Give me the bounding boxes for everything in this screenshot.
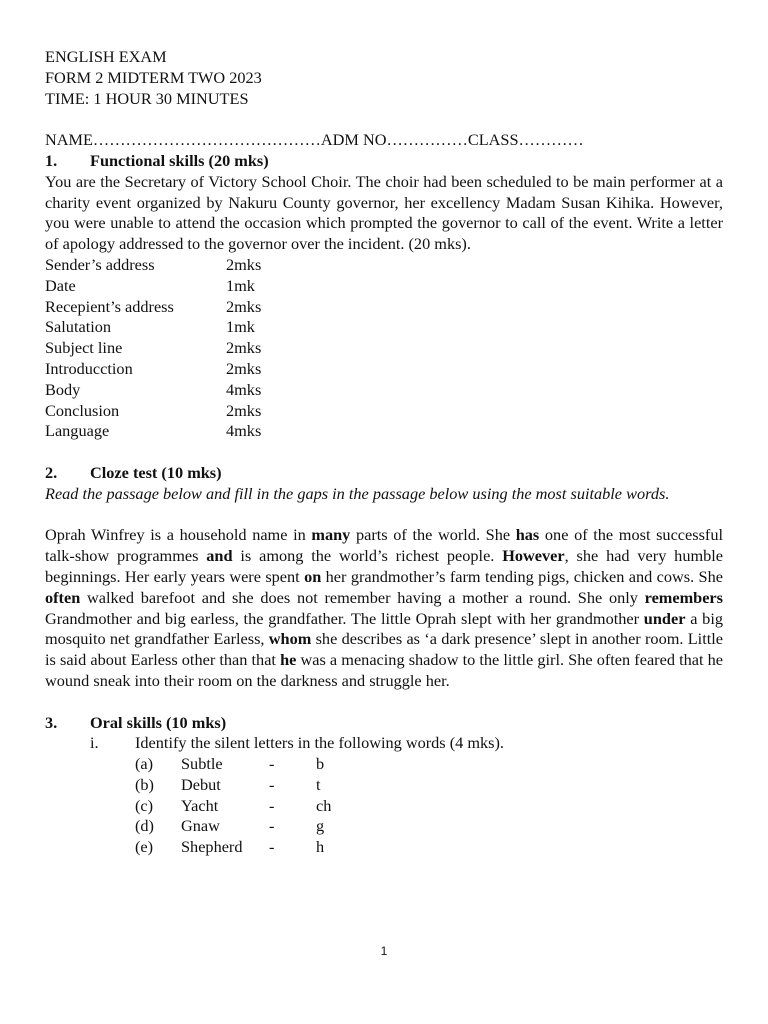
section-2-heading — [45, 463, 723, 484]
sub-question-number: i. — [90, 733, 99, 753]
option-letter: (e) — [135, 837, 154, 857]
passage-text: , she had very humble beginnings. Her early years were spent — [45, 546, 724, 586]
page-content — [45, 47, 723, 858]
marks-item-label: Language — [45, 421, 110, 441]
marks-value: 2mks — [226, 358, 262, 378]
marks-value: 2mks — [226, 338, 262, 358]
exam-form-line: FORM 2 MIDTERM TWO 2023 — [45, 67, 262, 87]
cloze-answer: whom — [268, 629, 312, 649]
passage-text: is among the world’s richest people. — [232, 546, 503, 566]
marks-row — [45, 276, 723, 297]
passage-text: Oprah Winfrey is a household name in — [45, 525, 312, 545]
section-number: 3. — [45, 712, 58, 732]
option-letter: (b) — [135, 774, 154, 794]
option-dash: - — [269, 837, 275, 857]
option-word: Yacht — [181, 795, 219, 815]
silent-letter-row — [45, 837, 723, 858]
cloze-answer: often — [45, 587, 81, 607]
option-letter: (a) — [135, 754, 154, 774]
student-details-line: NAME……………………………………ADM NO……………CLASS………… — [45, 130, 584, 150]
marks-row — [45, 401, 723, 422]
cloze-answer: remembers — [644, 587, 723, 607]
cloze-answer: However — [502, 546, 565, 566]
passage-text: walked barefoot and she does not remember having a mother a round. She only — [80, 587, 645, 607]
section-3-heading — [45, 713, 723, 734]
option-dash: - — [269, 754, 275, 774]
passage-text: she describes as ‘a dark presence’ slept in another room. Little is said about Earless other than that — [45, 629, 723, 670]
marks-value: 2mks — [226, 400, 262, 420]
sub-question — [45, 733, 723, 754]
section-title: Oral skills (10 mks) — [90, 712, 227, 732]
marks-value: 1mk — [226, 317, 255, 337]
cloze-answer: on — [304, 566, 322, 586]
cloze-answer: and — [206, 546, 233, 566]
marks-value: 2mks — [226, 254, 262, 274]
cloze-answer: has — [515, 525, 540, 545]
marks-value: 2mks — [226, 296, 262, 316]
option-dash: - — [269, 774, 275, 794]
section-1-heading — [45, 151, 723, 172]
marks-row — [45, 380, 723, 401]
marks-row — [45, 317, 723, 338]
marks-item-label: Subject line — [45, 338, 123, 358]
marks-item-label: Sender’s address — [45, 254, 155, 274]
silent-letter-row — [45, 754, 723, 775]
silent-letter-row — [45, 816, 723, 837]
option-answer: b — [316, 754, 325, 774]
silent-letters-list — [45, 754, 723, 858]
option-answer: g — [316, 816, 325, 836]
passage-text: was a menacing shadow to the little girl. She often feared that he wound sneak into their room on the darkness and struggle her. — [45, 650, 723, 690]
cloze-instruction: Read the passage below and fill in the gaps in the passage below using the most suitable words. — [45, 483, 670, 503]
option-dash: - — [269, 816, 275, 836]
exam-title: ENGLISH EXAM — [45, 47, 167, 66]
passage-text: Grandmother and big earless, the grandfather. The little Oprah slept with her grandmother — [45, 608, 644, 628]
option-word: Subtle — [181, 754, 223, 774]
option-word: Debut — [181, 774, 221, 794]
cloze-passage — [45, 525, 723, 691]
exam-time-line: TIME: 1 HOUR 30 MINUTES — [45, 88, 249, 108]
cloze-answer: under — [643, 608, 686, 628]
marks-value: 1mk — [226, 275, 255, 295]
marks-row — [45, 255, 723, 276]
section-title: Cloze test (10 mks) — [90, 462, 222, 482]
marks-value: 4mks — [226, 421, 262, 441]
marks-item-label: Date — [45, 275, 76, 295]
marks-row — [45, 359, 723, 380]
option-letter: (c) — [135, 795, 154, 815]
section-number: 2. — [45, 462, 58, 482]
marks-item-label: Introducction — [45, 358, 133, 378]
marks-item-label: Conclusion — [45, 400, 120, 420]
option-answer: ch — [316, 795, 332, 815]
page-number: 1 — [380, 944, 388, 958]
passage-text: her grandmother’s farm tending pigs, chicken and cows. She — [321, 566, 723, 586]
section-number: 1. — [45, 150, 58, 170]
cloze-answer: he — [280, 650, 297, 670]
marks-item-label: Salutation — [45, 317, 112, 337]
section-title: Functional skills (20 mks) — [90, 150, 269, 170]
section-1-question: You are the Secretary of Victory School Choir. The choir had been scheduled to be main performer at a charity event organized by Nakuru County governor, her excellency Madam Susan Kihika. However, you were unable to attend the occasion which prompted the governor to call of the event. Write a letter of apology addressed to the governor over the incident. (20 mks). — [45, 171, 723, 254]
option-answer: h — [316, 837, 325, 857]
marks-row — [45, 421, 723, 442]
passage-text: one of the most successful talk-show programmes — [45, 525, 724, 566]
silent-letter-row — [45, 775, 723, 796]
passage-text: a big mosquito net grandfather Earless, — [45, 608, 723, 649]
marks-value: 4mks — [226, 379, 262, 399]
sub-question-text: Identify the silent letters in the following words (4 mks). — [135, 733, 504, 753]
marks-item-label: Recepient’s address — [45, 296, 174, 316]
option-letter: (d) — [135, 816, 154, 836]
passage-text: parts of the world. She — [350, 525, 516, 545]
marks-row — [45, 297, 723, 318]
marks-row — [45, 338, 723, 359]
option-word: Shepherd — [181, 837, 243, 857]
marks-item-label: Body — [45, 379, 81, 399]
marks-breakdown — [45, 255, 723, 442]
option-answer: t — [316, 774, 321, 794]
option-word: Gnaw — [181, 816, 220, 836]
option-dash: - — [269, 795, 275, 815]
silent-letter-row — [45, 796, 723, 817]
cloze-answer: many — [311, 525, 351, 545]
